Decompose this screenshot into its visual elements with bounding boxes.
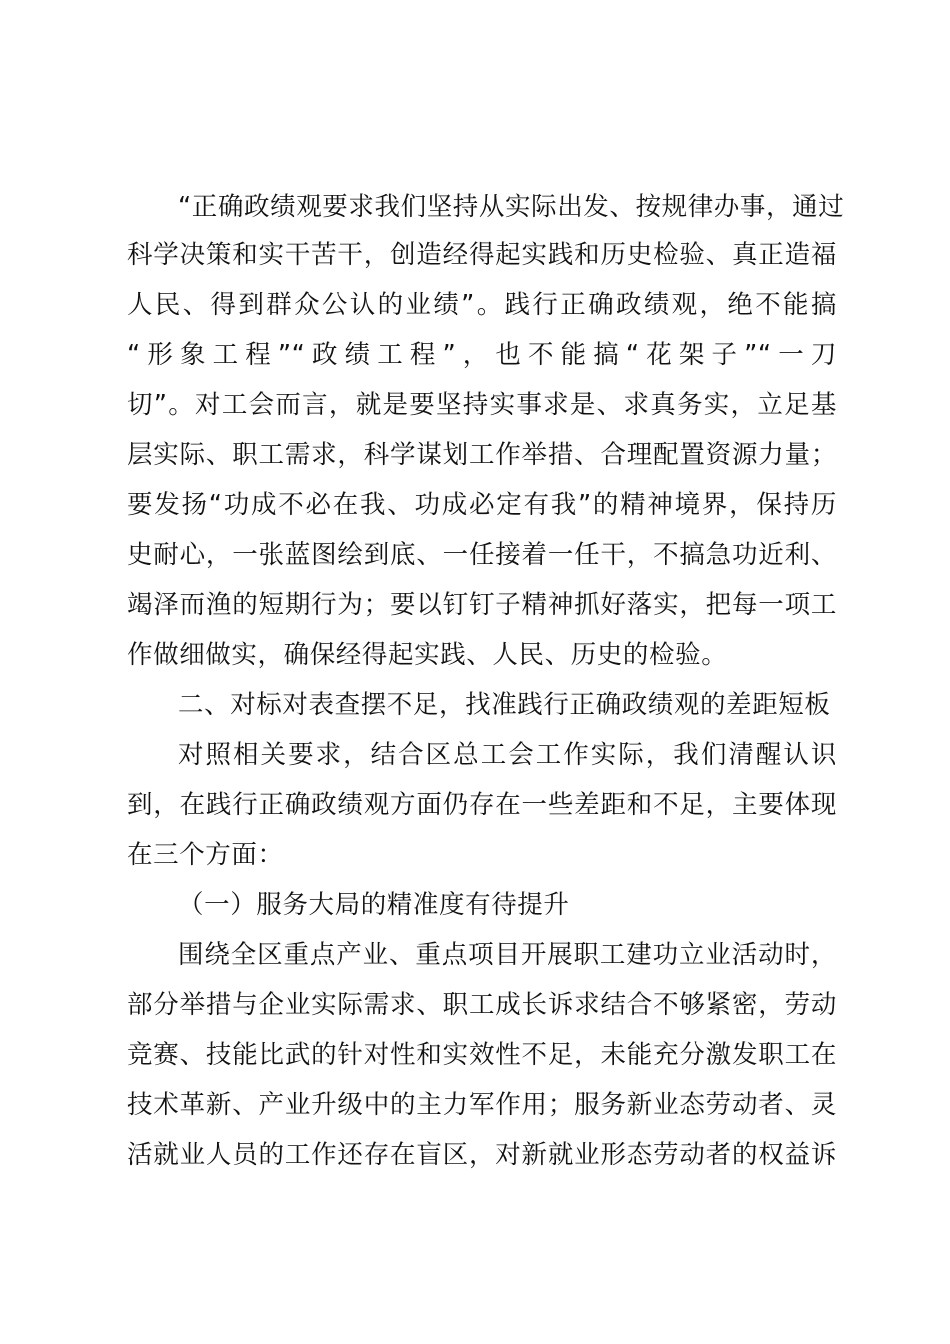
text-line: 部分举措与企业实际需求、职工成长诉求结合不够紧密，劳动 — [127, 990, 837, 1020]
text-line: “形象工程”“政绩工程”，也不能搞“花架子”“一刀 — [127, 340, 837, 370]
text-line: 作做细做实，确保经得起实践、人民、历史的检验。 — [127, 640, 728, 670]
text-line: 活就业人员的工作还存在盲区，对新就业形态劳动者的权益诉 — [127, 1140, 837, 1170]
text-line: 切”。对工会而言，就是要坚持实事求是、求真务实，立足基 — [127, 390, 837, 420]
text-line: 科学决策和实干苦干，创造经得起实践和历史检验、真正造福 — [127, 240, 837, 270]
text-line: 到，在践行正确政绩观方面仍存在一些差距和不足，主要体现 — [127, 790, 837, 820]
text-line: 竭泽而渔的短期行为；要以钉钉子精神抓好落实，把每一项工 — [127, 590, 837, 620]
text-line: 史耐心，一张蓝图绘到底、一任接着一任干，不搞急功近利、 — [127, 540, 837, 570]
text-line: “正确政绩观要求我们坚持从实际出发、按规律办事，通过 — [178, 192, 845, 222]
text-line: 围绕全区重点产业、重点项目开展职工建功立业活动时， — [178, 940, 837, 970]
text-line: 竞赛、技能比武的针对性和实效性不足，未能充分激发职工在 — [127, 1040, 837, 1070]
text-line: 人民、得到群众公认的业绩”。践行正确政绩观，绝不能搞 — [127, 290, 837, 320]
text-line: 对照相关要求，结合区总工会工作实际，我们清醒认识 — [178, 740, 837, 770]
subsection-heading: （一）服务大局的精准度有待提升 — [178, 890, 570, 920]
text-line: 在三个方面： — [127, 840, 284, 870]
section-heading: 二、对标对表查摆不足，找准践行正确政绩观的差距短板 — [178, 690, 831, 720]
text-line: 要发扬“功成不必在我、功成必定有我”的精神境界，保持历 — [127, 490, 837, 520]
text-line: 层实际、职工需求，科学谋划工作举措、合理配置资源力量； — [127, 440, 837, 470]
text-line: 技术革新、产业升级中的主力军作用；服务新业态劳动者、灵 — [127, 1090, 837, 1120]
